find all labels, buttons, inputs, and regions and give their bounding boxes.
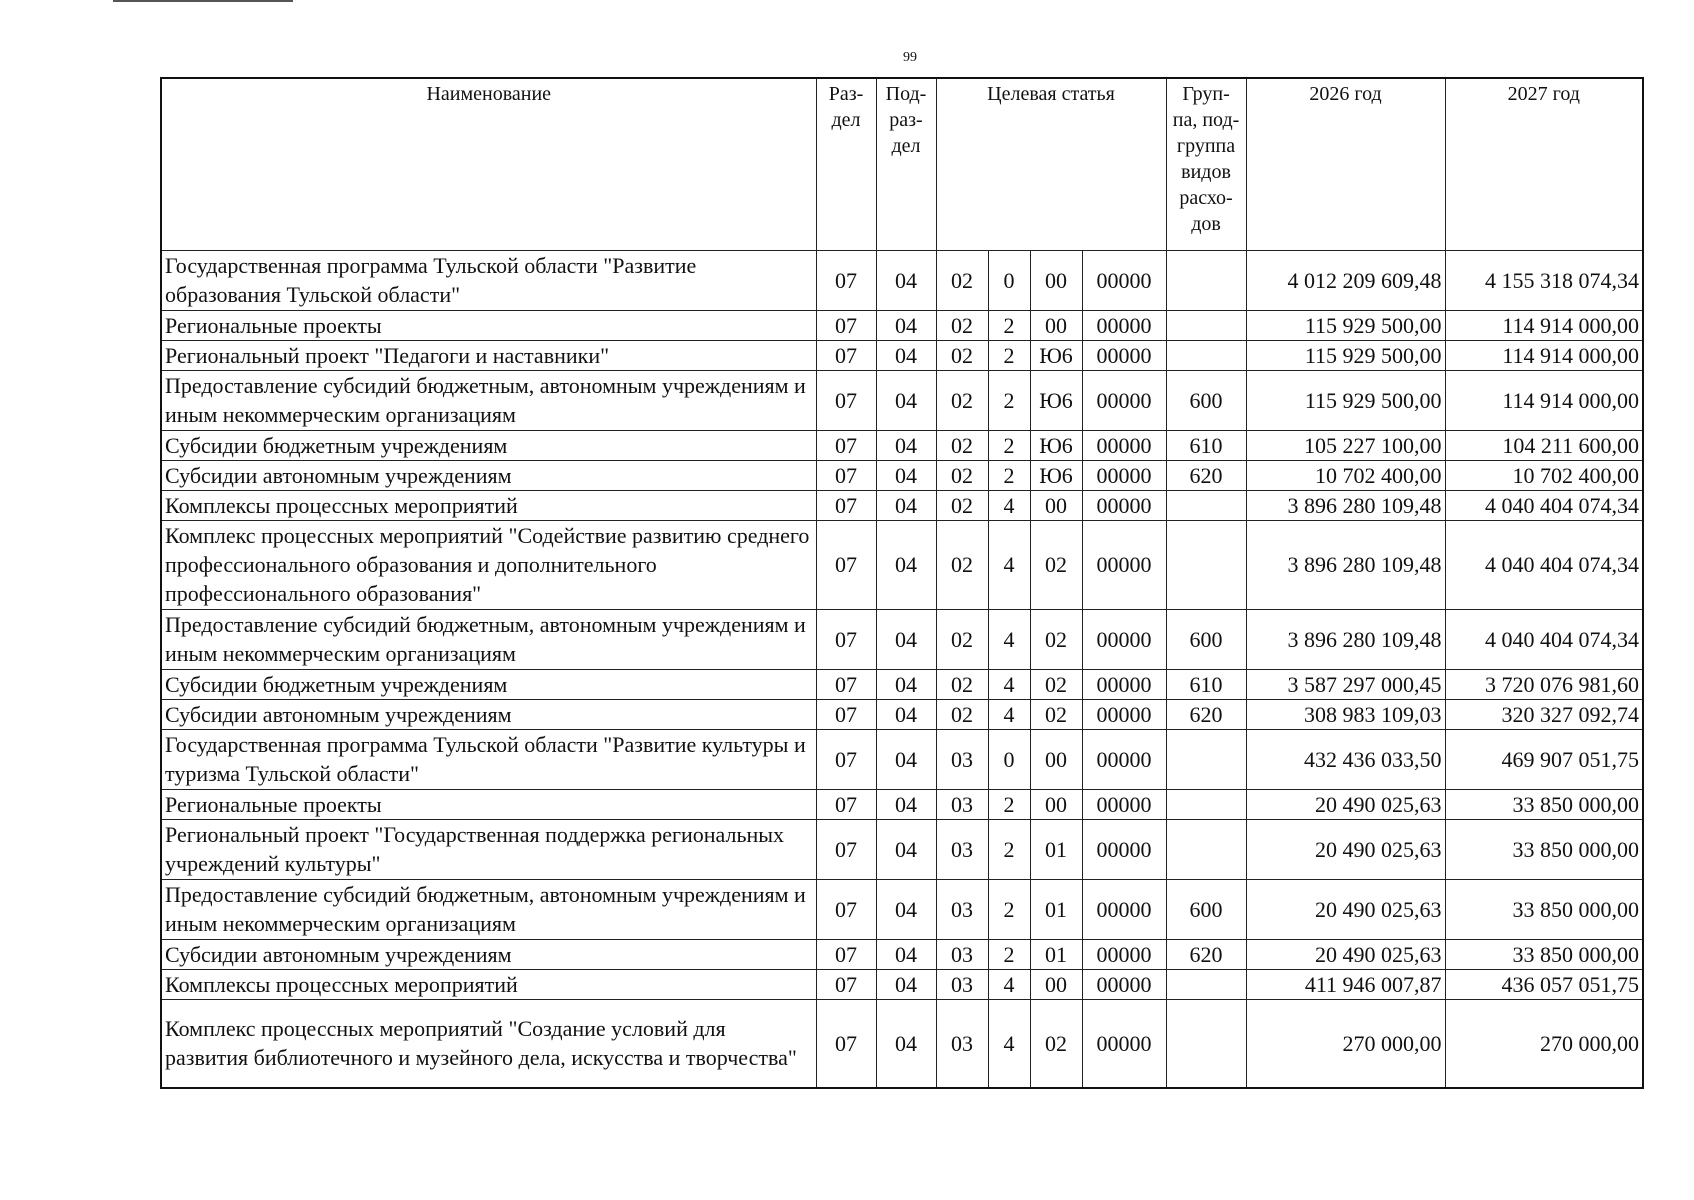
row-amount-2027: 4 040 404 074,34 [1445,520,1643,609]
row-target-type: 2 [988,430,1030,460]
row-name: Комплексы процессных мероприятий [161,490,816,520]
row-podrazdel: 04 [876,969,936,999]
row-podrazdel: 04 [876,310,936,340]
header-target: Целевая статья [936,78,1166,250]
row-name: Государственная программа Тульской области "Развитие образования Тульской области" [161,250,816,310]
header-2027: 2027 год [1445,78,1643,250]
row-amount-2026: 308 983 109,03 [1246,699,1445,729]
top-rule [113,0,293,2]
row-target-element: Ю6 [1030,370,1082,430]
row-target-program: 02 [936,669,988,699]
row-podrazdel: 04 [876,250,936,310]
row-target-element: 00 [1030,729,1082,789]
row-target-element: 02 [1030,669,1082,699]
row-target-element: 02 [1030,999,1082,1088]
row-amount-2026: 4 012 209 609,48 [1246,250,1445,310]
row-amount-2026: 115 929 500,00 [1246,310,1445,340]
row-group [1166,310,1246,340]
row-razdel: 07 [816,699,876,729]
table-row [161,729,1643,789]
row-target-program: 02 [936,370,988,430]
row-group [1166,729,1246,789]
table-row [161,699,1643,729]
row-podrazdel: 04 [876,699,936,729]
row-amount-2026: 3 896 280 109,48 [1246,520,1445,609]
row-podrazdel: 04 [876,609,936,669]
row-razdel: 07 [816,999,876,1088]
row-amount-2026: 3 587 297 000,45 [1246,669,1445,699]
row-amount-2027: 104 211 600,00 [1445,430,1643,460]
row-target-program: 03 [936,729,988,789]
row-razdel: 07 [816,430,876,460]
row-target-direction: 00000 [1082,609,1166,669]
row-razdel: 07 [816,669,876,699]
row-name: Субсидии бюджетным учреждениям [161,669,816,699]
row-razdel: 07 [816,939,876,969]
row-razdel: 07 [816,310,876,340]
row-target-direction: 00000 [1082,430,1166,460]
row-podrazdel: 04 [876,669,936,699]
row-amount-2027: 33 850 000,00 [1445,939,1643,969]
row-podrazdel: 04 [876,939,936,969]
row-target-direction: 00000 [1082,490,1166,520]
table-row [161,669,1643,699]
row-group [1166,520,1246,609]
row-group: 610 [1166,430,1246,460]
row-target-element: 02 [1030,520,1082,609]
row-amount-2027: 4 155 318 074,34 [1445,250,1643,310]
row-name: Субсидии автономным учреждениям [161,460,816,490]
row-group: 620 [1166,460,1246,490]
row-podrazdel: 04 [876,490,936,520]
row-amount-2026: 105 227 100,00 [1246,430,1445,460]
row-amount-2027: 114 914 000,00 [1445,310,1643,340]
row-razdel: 07 [816,490,876,520]
row-name: Субсидии бюджетным учреждениям [161,430,816,460]
row-name: Государственная программа Тульской области "Развитие культуры и туризма Тульской области" [161,729,816,789]
row-name: Региональные проекты [161,789,816,819]
row-amount-2027: 4 040 404 074,34 [1445,490,1643,520]
row-name: Субсидии автономным учреждениям [161,699,816,729]
header-row [161,78,1643,250]
row-group: 620 [1166,939,1246,969]
row-target-type: 4 [988,999,1030,1088]
row-amount-2026: 20 490 025,63 [1246,789,1445,819]
row-group [1166,789,1246,819]
row-amount-2026: 10 702 400,00 [1246,460,1445,490]
row-amount-2027: 33 850 000,00 [1445,789,1643,819]
row-amount-2027: 114 914 000,00 [1445,370,1643,430]
row-target-type: 0 [988,250,1030,310]
row-target-element: 00 [1030,250,1082,310]
row-group [1166,490,1246,520]
row-name: Региональные проекты [161,310,816,340]
row-amount-2026: 20 490 025,63 [1246,819,1445,879]
table-row [161,789,1643,819]
row-target-type: 4 [988,490,1030,520]
row-target-direction: 00000 [1082,999,1166,1088]
table-row [161,520,1643,609]
page-number: 99 [903,50,917,65]
row-target-type: 4 [988,969,1030,999]
row-razdel: 07 [816,609,876,669]
row-target-element: Ю6 [1030,430,1082,460]
row-group: 610 [1166,669,1246,699]
row-target-direction: 00000 [1082,250,1166,310]
row-target-program: 03 [936,999,988,1088]
table-row [161,969,1643,999]
row-target-program: 02 [936,460,988,490]
table-row [161,250,1643,310]
row-target-program: 02 [936,609,988,669]
row-podrazdel: 04 [876,460,936,490]
row-amount-2026: 432 436 033,50 [1246,729,1445,789]
row-amount-2027: 320 327 092,74 [1445,699,1643,729]
row-name: Субсидии автономным учреждениям [161,939,816,969]
row-target-element: 00 [1030,969,1082,999]
header-group: Груп- па, под- группа видов расхо- дов [1166,78,1246,250]
row-target-direction: 00000 [1082,370,1166,430]
row-group: 600 [1166,879,1246,939]
row-amount-2026: 20 490 025,63 [1246,939,1445,969]
row-amount-2027: 270 000,00 [1445,999,1643,1088]
row-podrazdel: 04 [876,729,936,789]
row-razdel: 07 [816,460,876,490]
header-2026: 2026 год [1246,78,1445,250]
table-row [161,460,1643,490]
table-row [161,999,1643,1088]
row-amount-2026: 3 896 280 109,48 [1246,609,1445,669]
row-podrazdel: 04 [876,999,936,1088]
row-podrazdel: 04 [876,430,936,460]
table-row [161,370,1643,430]
row-razdel: 07 [816,729,876,789]
row-target-direction: 00000 [1082,879,1166,939]
row-target-element: Ю6 [1030,460,1082,490]
header-name: Наименование [161,78,816,250]
row-target-program: 02 [936,310,988,340]
row-amount-2026: 115 929 500,00 [1246,340,1445,370]
row-target-element: 00 [1030,789,1082,819]
row-target-program: 03 [936,969,988,999]
row-amount-2027: 3 720 076 981,60 [1445,669,1643,699]
row-target-element: 00 [1030,490,1082,520]
row-target-type: 4 [988,699,1030,729]
row-name: Комплексы процессных мероприятий [161,969,816,999]
row-target-element: 01 [1030,819,1082,879]
row-group [1166,999,1246,1088]
row-group: 600 [1166,370,1246,430]
row-name: Предоставление субсидий бюджетным, автономным учреждениям и иным некоммерческим организациям [161,609,816,669]
row-podrazdel: 04 [876,340,936,370]
row-target-direction: 00000 [1082,340,1166,370]
row-target-element: 02 [1030,609,1082,669]
row-target-type: 0 [988,729,1030,789]
row-name: Региональный проект "Педагоги и наставники" [161,340,816,370]
row-podrazdel: 04 [876,370,936,430]
table-row [161,490,1643,520]
row-target-type: 2 [988,460,1030,490]
row-name: Комплекс процессных мероприятий "Создание условий для развития библиотечного и музейного дела, искусства и творчества" [161,999,816,1088]
row-amount-2027: 114 914 000,00 [1445,340,1643,370]
table-row [161,430,1643,460]
row-target-type: 2 [988,340,1030,370]
table-row [161,310,1643,340]
row-target-direction: 00000 [1082,669,1166,699]
row-target-type: 4 [988,520,1030,609]
row-target-element: 02 [1030,699,1082,729]
row-target-direction: 00000 [1082,310,1166,340]
row-target-direction: 00000 [1082,789,1166,819]
row-target-direction: 00000 [1082,699,1166,729]
table-row [161,939,1643,969]
row-target-program: 03 [936,819,988,879]
row-group: 620 [1166,699,1246,729]
row-amount-2026: 115 929 500,00 [1246,370,1445,430]
row-razdel: 07 [816,520,876,609]
row-target-program: 02 [936,520,988,609]
row-amount-2027: 469 907 051,75 [1445,729,1643,789]
row-target-program: 02 [936,699,988,729]
row-target-program: 03 [936,879,988,939]
row-razdel: 07 [816,969,876,999]
row-razdel: 07 [816,879,876,939]
row-target-type: 4 [988,669,1030,699]
row-target-type: 2 [988,879,1030,939]
row-group [1166,969,1246,999]
row-group [1166,819,1246,879]
row-razdel: 07 [816,370,876,430]
row-group [1166,250,1246,310]
row-razdel: 07 [816,819,876,879]
row-name: Региональный проект "Государственная поддержка региональных учреждений культуры" [161,819,816,879]
header-podrazdel: Под- раз- дел [876,78,936,250]
row-target-program: 02 [936,250,988,310]
table-row [161,340,1643,370]
row-amount-2027: 10 702 400,00 [1445,460,1643,490]
row-target-direction: 00000 [1082,460,1166,490]
row-name: Предоставление субсидий бюджетным, автономным учреждениям и иным некоммерческим организациям [161,370,816,430]
row-target-type: 4 [988,609,1030,669]
row-amount-2027: 4 040 404 074,34 [1445,609,1643,669]
row-razdel: 07 [816,340,876,370]
row-group [1166,340,1246,370]
row-target-type: 2 [988,370,1030,430]
row-amount-2026: 270 000,00 [1246,999,1445,1088]
table-row [161,879,1643,939]
row-razdel: 07 [816,789,876,819]
row-podrazdel: 04 [876,879,936,939]
budget-table [160,77,1644,1089]
row-target-type: 2 [988,789,1030,819]
table-row [161,609,1643,669]
row-target-direction: 00000 [1082,520,1166,609]
row-podrazdel: 04 [876,789,936,819]
row-podrazdel: 04 [876,819,936,879]
row-target-element: 00 [1030,310,1082,340]
row-target-type: 2 [988,819,1030,879]
row-target-element: 01 [1030,879,1082,939]
header-razdel: Раз- дел [816,78,876,250]
row-name: Предоставление субсидий бюджетным, автономным учреждениям и иным некоммерческим организациям [161,879,816,939]
row-amount-2026: 20 490 025,63 [1246,879,1445,939]
row-amount-2027: 33 850 000,00 [1445,819,1643,879]
row-target-element: Ю6 [1030,340,1082,370]
table-row [161,819,1643,879]
row-target-type: 2 [988,310,1030,340]
row-amount-2027: 33 850 000,00 [1445,879,1643,939]
row-target-program: 02 [936,490,988,520]
row-group: 600 [1166,609,1246,669]
row-target-program: 03 [936,789,988,819]
row-target-direction: 00000 [1082,969,1166,999]
row-amount-2026: 3 896 280 109,48 [1246,490,1445,520]
row-target-direction: 00000 [1082,819,1166,879]
row-amount-2027: 436 057 051,75 [1445,969,1643,999]
row-target-direction: 00000 [1082,729,1166,789]
row-target-direction: 00000 [1082,939,1166,969]
row-target-program: 02 [936,340,988,370]
row-name: Комплекс процессных мероприятий "Содействие развитию среднего профессионального образования и дополнительного профессионального образования" [161,520,816,609]
row-target-type: 2 [988,939,1030,969]
row-podrazdel: 04 [876,520,936,609]
row-razdel: 07 [816,250,876,310]
row-target-element: 01 [1030,939,1082,969]
row-amount-2026: 411 946 007,87 [1246,969,1445,999]
row-target-program: 03 [936,939,988,969]
row-target-program: 02 [936,430,988,460]
